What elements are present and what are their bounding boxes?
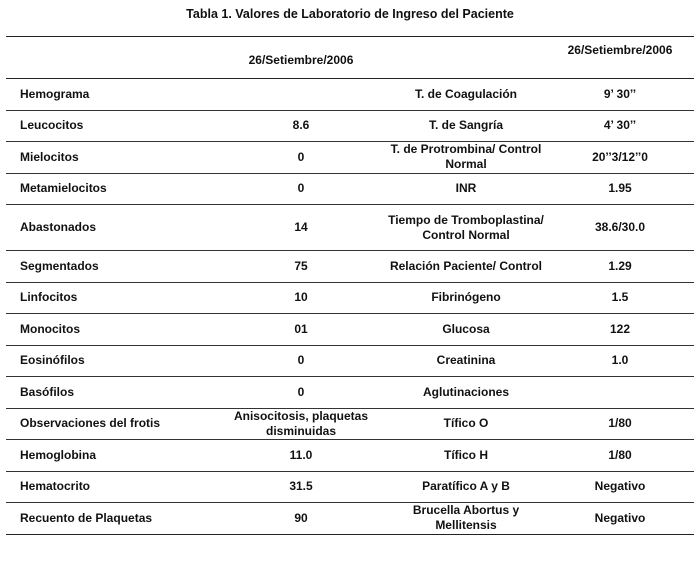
row-value: 31.5 — [216, 471, 386, 503]
row-label: Eosinófilos — [6, 345, 216, 377]
table-row — [6, 503, 694, 535]
row-label: Leucocitos — [6, 110, 216, 142]
row-test: INR — [386, 173, 546, 205]
row-value: 0 — [216, 173, 386, 205]
row-value — [216, 79, 386, 111]
row-label: Abastonados — [6, 205, 216, 251]
row-test: Brucella Abortus y Mellitensis — [386, 503, 546, 535]
row-result: Negativo — [546, 471, 694, 503]
row-test: T. de Protrombina/ Control Normal — [386, 142, 546, 174]
row-result: 20’’3/12’’0 — [546, 142, 694, 174]
row-value: 10 — [216, 282, 386, 314]
row-test: Relación Paciente/ Control — [386, 251, 546, 283]
row-result: 1/80 — [546, 408, 694, 440]
table-row — [6, 408, 694, 440]
table-row — [6, 110, 694, 142]
row-test: Tífico O — [386, 408, 546, 440]
table-row — [6, 79, 694, 111]
row-label: Observaciones del frotis — [6, 408, 216, 440]
row-result: 122 — [546, 314, 694, 346]
row-result: 9’ 30’’ — [546, 79, 694, 111]
table-row — [6, 142, 694, 174]
row-result: Negativo — [546, 503, 694, 535]
row-value: 0 — [216, 142, 386, 174]
row-result: 1.0 — [546, 345, 694, 377]
table-title: Tabla 1. Valores de Laboratorio de Ingreso del Paciente — [186, 7, 514, 21]
row-result: 1/80 — [546, 440, 694, 472]
table-row — [6, 173, 694, 205]
row-label: Recuento de Plaquetas — [6, 503, 216, 535]
table-row — [6, 282, 694, 314]
row-test: T. de Coagulación — [386, 79, 546, 111]
header-empty-cell — [6, 37, 216, 79]
row-result: 1.5 — [546, 282, 694, 314]
row-label: Hemoglobina — [6, 440, 216, 472]
row-value: 0 — [216, 377, 386, 409]
row-label: Hematocrito — [6, 471, 216, 503]
row-test: Fibrinógeno — [386, 282, 546, 314]
row-value: 0 — [216, 345, 386, 377]
header-date-left: 26/Setiembre/2006 — [216, 37, 386, 79]
table-body — [6, 79, 694, 535]
row-label: Mielocitos — [6, 142, 216, 174]
row-result: 1.29 — [546, 251, 694, 283]
row-result: 38.6/30.0 — [546, 205, 694, 251]
row-label: Metamielocitos — [6, 173, 216, 205]
row-result: 4’ 30’’ — [546, 110, 694, 142]
row-test: Aglutinaciones — [386, 377, 546, 409]
header-row — [6, 37, 694, 79]
row-label: Linfocitos — [6, 282, 216, 314]
table-row — [6, 314, 694, 346]
row-label: Segmentados — [6, 251, 216, 283]
row-value: 75 — [216, 251, 386, 283]
table-row — [6, 345, 694, 377]
row-value: Anisocitosis, plaquetas disminuidas — [216, 408, 386, 440]
row-value: 8.6 — [216, 110, 386, 142]
header-date-right: 26/Setiembre/2006 — [546, 37, 694, 79]
row-label: Monocitos — [6, 314, 216, 346]
row-result: 1.95 — [546, 173, 694, 205]
table-row — [6, 205, 694, 251]
table-row — [6, 251, 694, 283]
row-test: T. de Sangría — [386, 110, 546, 142]
row-value: 01 — [216, 314, 386, 346]
row-test: Tífico H — [386, 440, 546, 472]
header-empty-cell — [386, 37, 546, 79]
table-row — [6, 471, 694, 503]
row-label: Hemograma — [6, 79, 216, 111]
row-value: 14 — [216, 205, 386, 251]
row-test: Paratífico A y B — [386, 471, 546, 503]
table-row — [6, 440, 694, 472]
row-value: 90 — [216, 503, 386, 535]
table-row — [6, 377, 694, 409]
row-test: Tiempo de Tromboplastina/ Control Normal — [386, 205, 546, 251]
table-header — [6, 37, 694, 79]
row-value: 11.0 — [216, 440, 386, 472]
lab-values-table — [6, 36, 694, 535]
row-result — [546, 377, 694, 409]
row-test: Creatinina — [386, 345, 546, 377]
row-label: Basófilos — [6, 377, 216, 409]
row-test: Glucosa — [386, 314, 546, 346]
